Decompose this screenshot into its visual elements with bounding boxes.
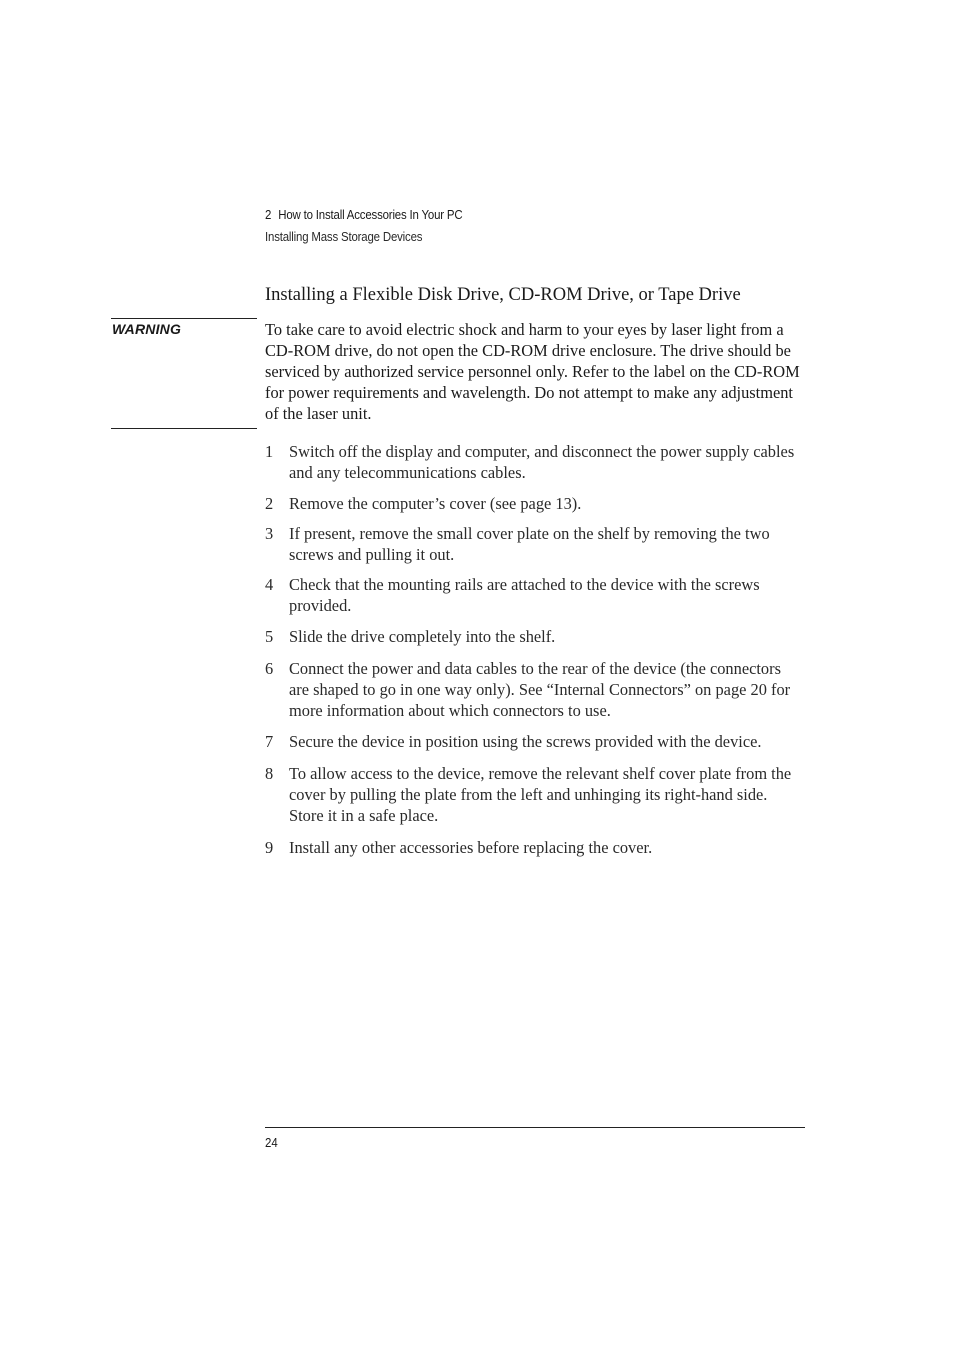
warning-rule-top [111, 318, 257, 319]
warning-rule-bottom [111, 428, 257, 429]
step-text: To allow access to the device, remove the relevant shelf cover plate from the cover by pulling the plate from the left and unhinging its right-hand side. Store it in a safe place. [289, 764, 792, 825]
step-number: 4 [265, 575, 274, 594]
step-text: Slide the drive completely into the shelf. [289, 627, 556, 646]
warning-text: To take care to avoid electric shock and harm to your eyes by laser light from a CD-ROM drive, do not open the CD-ROM drive enclosure. The drive should be serviced by authorized service personnel only. Refer to the label on the CD-ROM for power requirements and wavelength. Do not attempt to make any adjustment of the laser unit. [265, 320, 800, 423]
step-item [265, 574, 805, 616]
step-item [265, 493, 805, 514]
chapter-title: How to Install Accessories In Your PC [278, 207, 463, 222]
step-text: Connect the power and data cables to the rear of the device (the connectors are shaped to go in one way only). See “Internal Connectors” on page 20 for more information about which connectors to use. [289, 659, 791, 720]
running-head-chapter [265, 207, 462, 222]
step-text: Secure the device in position using the screws provided with the device. [289, 732, 762, 751]
section-heading: Installing a Flexible Disk Drive, CD-ROM Drive, or Tape Drive [265, 285, 741, 305]
step-item [265, 441, 805, 483]
step-item [265, 626, 805, 647]
step-number: 9 [265, 838, 274, 857]
footer-rule [265, 1127, 805, 1128]
step-text: Check that the mounting rails are attached to the device with the screws provided. [289, 575, 760, 615]
step-text: If present, remove the small cover plate on the shelf by removing the two screws and pulling it out. [289, 524, 770, 564]
step-text: Switch off the display and computer, and disconnect the power supply cables and any telecommunications cables. [289, 442, 795, 482]
step-number: 6 [265, 659, 274, 678]
step-item [265, 763, 805, 826]
running-head-section: Installing Mass Storage Devices [265, 229, 423, 244]
step-number: 8 [265, 764, 274, 783]
steps-list [265, 441, 805, 858]
step-item [265, 658, 805, 721]
step-number: 5 [265, 627, 274, 646]
step-number: 1 [265, 442, 274, 461]
step-text: Remove the computer’s cover (see page 13). [289, 494, 582, 513]
step-number: 2 [265, 494, 274, 513]
step-number: 3 [265, 524, 274, 543]
running-head [265, 207, 489, 244]
warning-label: WARNING [112, 321, 182, 337]
step-number: 7 [265, 732, 274, 751]
step-item [265, 731, 805, 752]
chapter-number: 2 [265, 207, 272, 222]
step-text: Install any other accessories before replacing the cover. [289, 838, 653, 857]
step-item [265, 523, 805, 565]
step-item [265, 837, 805, 858]
page-number: 24 [265, 1135, 278, 1150]
